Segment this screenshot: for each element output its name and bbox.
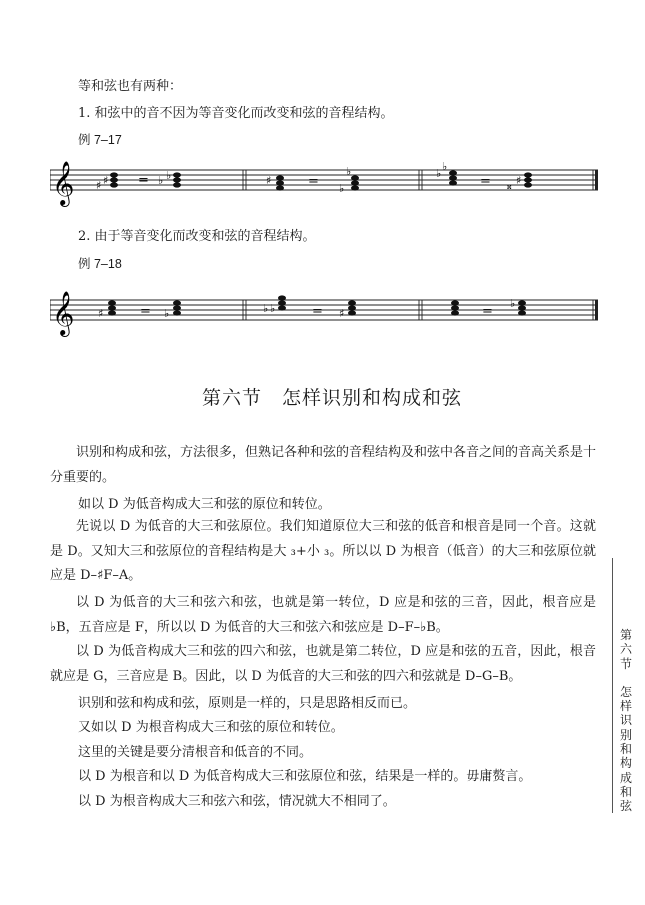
section-title: 怎样识别和构成和弦: [282, 387, 463, 409]
paragraph-3: 先说以 D 为低音的大三和弦原位。我们知道原位大三和弦的低音和根音是同一个音。这就是 D。又知大三和弦原位的音程结构是大 ₃+小 ₃。所以以 D 为根音（低音）的大三和弦原位就应是 D–♯F–A。: [50, 519, 596, 583]
equals-sign-6: =: [482, 304, 493, 319]
paragraph-8: 这里的关键是要分清根音和低音的不同。: [78, 745, 313, 760]
side-tab-title: 怎样识别和构成和弦: [619, 684, 632, 814]
svg-text:♯: ♯: [516, 174, 522, 187]
treble-clef-icon: 𝄞: [52, 161, 75, 205]
svg-text:♯: ♯: [339, 307, 345, 320]
equals-sign-3: =: [480, 174, 491, 189]
svg-text:♭: ♭: [436, 167, 442, 180]
paragraph-1: 识别和构成和弦，方法很多，但熟记各种和弦的音程结构及和弦中各音之间的音高关系是十分重要的。: [50, 445, 597, 485]
music-staff-example-2: [50, 285, 600, 340]
svg-text:♭: ♭: [263, 302, 269, 315]
svg-text:♭: ♭: [164, 307, 170, 320]
item-2: 2. 由于等音变化而改变和弦的音程结构。: [78, 229, 316, 244]
svg-text:♭: ♭: [270, 302, 276, 315]
svg-text:♭: ♭: [339, 182, 345, 195]
side-divider: [612, 558, 613, 813]
intro-line: 等和弦也有两种：: [78, 79, 183, 94]
paragraph-9: 以 D 为根音和以 D 为低音构成大三和弦原位和弦，结果是一样的。毋庸赘言。: [78, 769, 532, 784]
paragraph-10: 以 D 为根音构成大三和弦六和弦，情况就大不相同了。: [78, 794, 396, 809]
svg-text:♯: ♯: [96, 179, 102, 192]
equals-sign-2: =: [308, 174, 319, 189]
svg-text:♯: ♯: [103, 174, 109, 187]
treble-clef-icon-2: 𝄞: [52, 291, 75, 335]
paragraph-2: 如以 D 为低音构成大三和弦的原位和转位。: [78, 497, 331, 512]
item-1: 1. 和弦中的音不因为等音变化而改变和弦的音程结构。: [78, 106, 394, 121]
paragraph-4: 以 D 为低音的大三和弦六和弦，也就是第一转位，D 应是和弦的三音，因此，根音应是 ♭B，五音应是 F，所以以 D 为低音的大三和弦六和弦应是 D–F–♭B。: [50, 595, 596, 635]
example-2-label: 例 7–18: [78, 257, 122, 271]
example-1-label: 例 7–17: [78, 133, 122, 147]
music-staff-example-1: [50, 155, 600, 210]
svg-text:𝄪: 𝄪: [507, 181, 512, 192]
paragraph-5: 以 D 为低音构成大三和弦的四六和弦，也就是第二转位，D 应是和弦的五音，因此，根音就应是 G，三音应是 B。因此，以 D 为低音的大三和弦的四六和弦就是 D–G–B。: [50, 644, 596, 684]
paragraph-7: 又如以 D 为根音构成大三和弦的原位和转位。: [78, 720, 344, 735]
side-tab: [618, 628, 634, 814]
svg-text:♭: ♭: [346, 165, 352, 178]
svg-text:♭: ♭: [510, 297, 516, 310]
svg-text:♯: ♯: [266, 174, 272, 187]
svg-text:♭: ♭: [158, 174, 164, 187]
equals-sign-1: =: [138, 173, 149, 188]
section-heading: [202, 383, 462, 410]
section-number: 第六节: [202, 387, 263, 409]
svg-text:♭: ♭: [442, 160, 448, 173]
equals-sign-4: =: [140, 304, 151, 319]
side-tab-chapter: 第六节: [619, 628, 632, 671]
paragraph-6: 识别和弦和构成和弦，原则是一样的，只是思路相反而已。: [78, 696, 417, 711]
equals-sign-5: =: [312, 304, 323, 319]
svg-text:♭: ♭: [166, 169, 172, 182]
svg-text:♯: ♯: [98, 307, 104, 320]
